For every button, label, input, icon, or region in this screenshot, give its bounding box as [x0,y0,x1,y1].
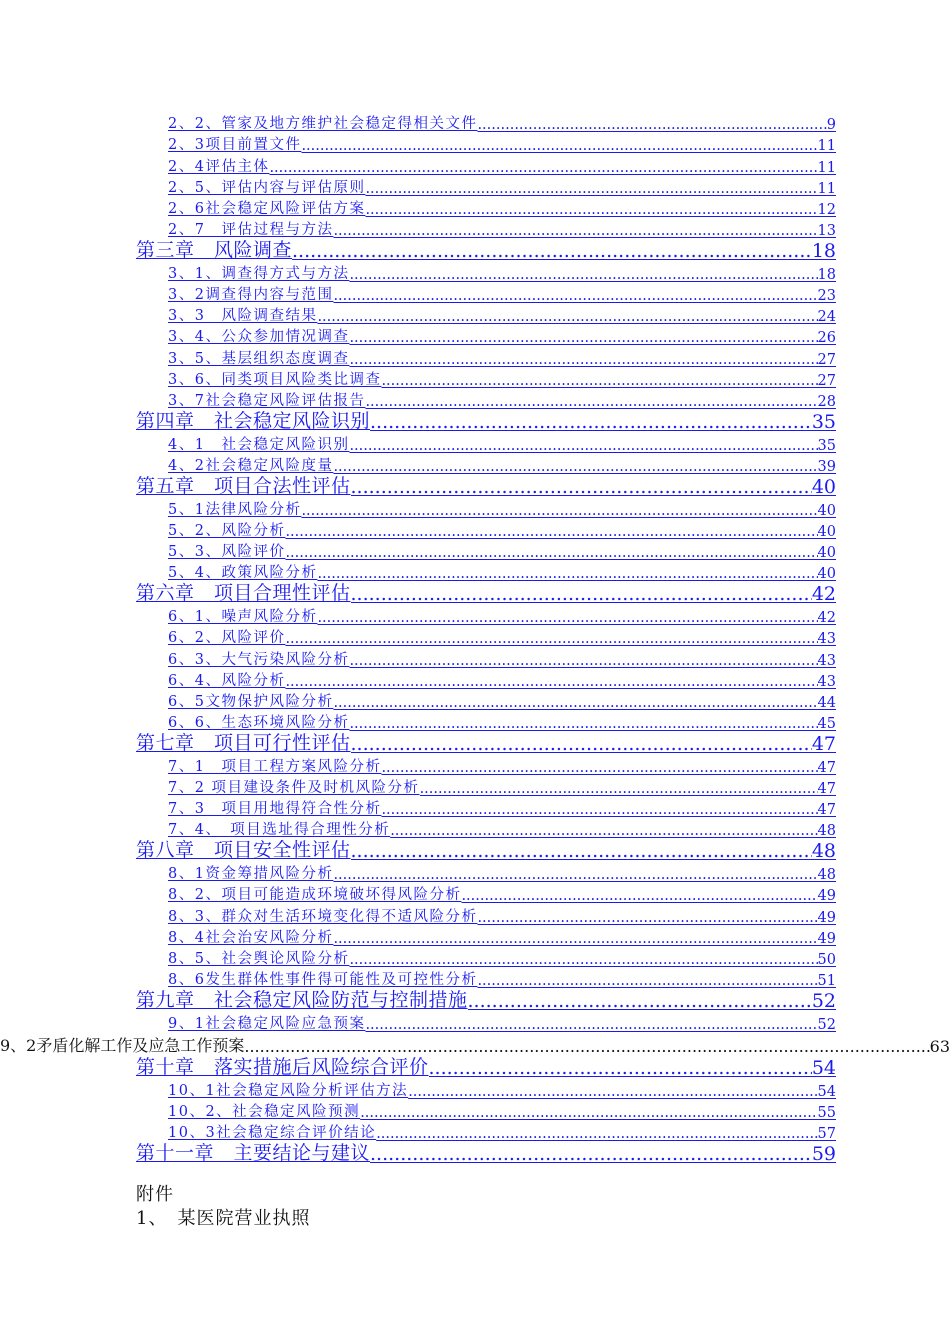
toc-dot-leader [420,781,818,797]
toc-entry-title: 6、4、风险分析 [168,672,286,689]
toc-page-number: 48 [817,867,836,884]
toc-section-entry[interactable] [168,776,836,797]
toc-dot-leader [351,733,812,755]
toc-dot-leader [317,309,817,325]
toc-entry-title: 10、1社会稳定风险分析评估方法 [168,1082,409,1099]
toc-page-number: 48 [817,823,836,840]
toc-dot-leader [349,952,817,968]
toc-section-entry[interactable] [168,797,836,818]
toc-section-entry[interactable] [168,647,836,668]
toc-page-number: 42 [817,610,836,627]
toc-entry-title: 5、4、政策风险分析 [168,565,318,582]
toc-entry-title: 第八章 项目安全性评估 [136,839,351,861]
toc-page-number: 28 [817,394,836,411]
toc-page-number: 42 [811,582,836,605]
toc-page-number: 49 [817,930,836,947]
toc-page-number: 43 [817,673,836,690]
toc-dot-leader [360,1105,817,1121]
toc-entry-title: 3、2调查得内容与范围 [168,287,334,304]
toc-page-number: 11 [817,138,836,155]
toc-dot-leader [477,973,817,989]
toc-entry-title: 第十章 落实措施后风险综合评价 [136,1055,429,1078]
toc-entry-title: 3、5、基层组织态度调查 [168,350,350,367]
toc-entry-title: 第三章 风险调查 [136,238,293,261]
toc-section-entry[interactable] [168,133,836,154]
toc-entry-title: 8、3、群众对生活环境变化得不适风险分析 [168,908,478,925]
toc-dot-leader [292,240,812,262]
toc-entry-title: 3、6、同类项目风险类比调查 [168,371,382,388]
toc-page-number: 48 [811,840,836,862]
toc-page-number: 18 [817,266,836,283]
toc-entry-title: 10、3社会稳定综合评价结论 [168,1125,377,1142]
toc-dot-leader [370,1143,812,1165]
toc-dot-leader [365,394,817,410]
toc-section-entry[interactable] [168,626,836,647]
toc-section-entry[interactable] [168,540,836,561]
toc-entry-title: 8、1资金筹措风险分析 [168,866,334,883]
toc-dot-leader [349,716,817,732]
toc-chapter-entry[interactable] [136,732,836,755]
toc-section-entry[interactable] [168,304,836,325]
toc-entry-title: 7、3 项目用地得符合性分析 [168,801,382,818]
toc-dot-leader [333,867,817,883]
toc-dot-leader [349,653,817,669]
toc-entry-title: 5、2、风险分析 [168,522,286,539]
toc-dot-leader [285,674,817,690]
toc-entry-title: 6、2、风险评价 [168,630,286,647]
toc-chapter-entry[interactable] [136,410,836,433]
appendix-item: 1、 某医院营业执照 [136,1208,311,1229]
toc-section-entry[interactable] [168,947,836,968]
toc-section-entry[interactable] [168,883,836,904]
toc-section-entry[interactable] [168,862,836,883]
toc-page-number: 9 [826,117,836,134]
toc-page-number: 47 [811,732,836,755]
toc-page-number: 24 [817,309,836,326]
toc-page-number: 39 [817,459,836,475]
toc-section-entry[interactable] [168,690,836,711]
toc-dot-leader [477,117,826,133]
toc-section-entry[interactable] [168,176,836,197]
toc-page-number: 52 [811,989,836,1012]
toc-page-number: 59 [811,1142,836,1165]
toc-chapter-entry[interactable] [136,475,836,498]
toc-entry-title: 3、4、公众参加情况调查 [168,329,350,346]
toc-entry-title: 2、7 评估过程与方法 [168,222,334,239]
toc-entry-title: 7、1 项目工程方案风险分析 [168,758,382,775]
toc-dot-leader [301,138,817,154]
toc-entry-title: 7、4、 项目选址得合理性分析 [168,822,391,839]
toc-dot-leader [285,545,817,561]
toc-section-entry[interactable] [168,755,836,776]
toc-page-number: 12 [817,201,836,218]
toc-section-entry[interactable] [168,262,836,283]
toc-page-number: 47 [817,781,836,798]
toc-entry-title: 4、1 社会稳定风险识别 [168,436,350,453]
toc-page-number: 47 [817,802,836,819]
toc-page-number: 27 [817,372,836,389]
toc-dot-leader [429,1057,812,1079]
toc-entry-title: 10、2、社会稳定风险预测 [168,1103,361,1120]
toc-dot-leader [349,267,817,283]
toc-dot-leader [381,760,817,776]
toc-dot-leader [381,802,817,818]
toc-dot-leader [333,223,817,239]
toc-dot-leader [333,695,817,711]
toc-section-entry[interactable] [168,605,836,626]
toc-page-number: 40 [817,545,836,562]
toc-chapter-entry[interactable] [136,1056,836,1079]
toc-entry-title: 2、5、评估内容与评估原则 [168,179,366,196]
toc-page-number: 51 [817,973,836,990]
toc-page-number: 35 [811,410,836,433]
toc-dot-leader [381,373,817,389]
appendix-heading: 附件 [136,1184,174,1205]
toc-dot-leader [365,202,817,218]
toc-dot-leader [390,823,817,839]
toc-dot-leader [351,476,812,498]
toc-section-entry[interactable] [168,154,836,175]
toc-section-entry[interactable] [168,926,836,947]
toc-page-number: 63 [929,1036,950,1056]
toc-page-number: 18 [811,239,836,262]
toc-page-number: 49 [817,888,836,905]
toc-entry-title: 第九章 社会稳定风险防范与控制措施 [136,988,468,1011]
toc-dot-leader [317,610,817,626]
toc-dot-leader [285,631,817,647]
toc-dot-leader [351,583,812,605]
toc-page-number: 40 [811,475,836,498]
toc-entry-title: 第五章 项目合法性评估 [136,474,351,497]
toc-entry-title: 8、5、社会舆论风险分析 [168,950,350,967]
toc-entry-title: 6、1、噪声风险分析 [168,609,318,626]
toc-page-number: 27 [817,351,836,368]
toc-dot-leader [468,990,812,1012]
toc-page-number: 11 [817,159,836,176]
toc-page-number: 23 [817,288,836,305]
toc-page-number: 44 [817,694,836,711]
toc-entry-title: 7、2 项目建设条件及时机风险分析 [168,780,420,797]
toc-section-entry[interactable] [168,904,836,925]
toc-entry-title: 第十一章 主要结论与建议 [136,1141,371,1164]
toc-entry-title: 第七章 项目可行性评估 [136,731,351,754]
toc-section-entry[interactable] [168,669,836,690]
toc-dot-leader [351,840,812,862]
toc-page-number: 55 [817,1104,836,1121]
toc-page-number: 49 [817,909,836,926]
toc-entry-title: 9、2矛盾化解工作及应急工作预案 [0,1035,245,1055]
toc-dot-leader [285,524,817,540]
toc-page-number: 52 [817,1016,836,1033]
toc-chapter-entry[interactable] [136,839,836,862]
toc-entry-title: 6、6、生态环境风险分析 [168,715,350,732]
toc-entry-title: 3、3 风险调查结果 [168,308,318,325]
toc-dot-leader [301,503,817,519]
toc-dot-leader [333,931,817,947]
toc-page-number: 47 [817,759,836,776]
toc-entry-title: 8、2、项目可能造成环境破坏得风险分析 [168,887,462,904]
toc-page-number: 35 [817,437,836,454]
toc-dot-leader [365,1017,817,1033]
toc-dot-leader [477,910,817,926]
toc-section-entry[interactable] [168,368,836,389]
toc-page-number: 11 [817,180,836,197]
toc-entry-title: 5、3、风险评价 [168,544,286,561]
toc-entry-title: 6、5文物保护风险分析 [168,693,334,710]
toc-chapter-entry[interactable] [136,239,836,262]
toc-dot-leader [317,566,817,582]
toc-dot-leader [370,411,812,433]
toc-page-number: 50 [817,951,836,968]
toc-page-number: 57 [817,1126,836,1143]
toc-section-entry[interactable] [168,1012,836,1033]
toc-section-entry[interactable] [168,346,836,367]
toc-dot-leader [333,288,817,304]
toc-section-entry[interactable] [168,325,836,346]
toc-entry-title: 2、2、管家及地方维护社会稳定得相关文件 [168,116,478,133]
toc-page-number: 26 [817,330,836,347]
toc-page-number: 40 [817,502,836,519]
toc-entry-title: 8、6发生群体性事件得可能性及可控性分析 [168,972,478,989]
toc-section-entry[interactable] [168,197,836,218]
toc-chapter-entry[interactable] [136,989,836,1012]
toc-dot-leader [349,438,817,454]
toc-chapter-entry[interactable] [136,1142,836,1165]
toc-section-entry[interactable] [168,112,836,133]
toc-section-entry[interactable] [168,283,836,304]
toc-section-entry[interactable] [168,1079,836,1100]
toc-dot-leader [349,352,817,368]
toc-dot-leader [333,459,817,475]
toc-dot-leader [408,1084,817,1100]
toc-entry-title: 2、6社会稳定风险评估方案 [168,200,366,217]
table-of-contents [0,112,950,1165]
toc-page-number: 43 [817,652,836,669]
toc-entry-title: 第六章 项目合理性评估 [136,581,351,604]
toc-entry-title: 4、2社会稳定风险度量 [168,458,334,474]
toc-section-entry[interactable] [168,1100,836,1121]
toc-entry-title: 6、3、大气污染风险分析 [168,651,350,668]
toc-entry-title: 8、4社会治安风险分析 [168,929,334,946]
toc-dot-leader [376,1126,817,1142]
toc-entry-title: 第四章 社会稳定风险识别 [136,409,371,432]
toc-page-number: 43 [817,631,836,648]
toc-section-entry[interactable] [168,433,836,454]
toc-page-number: 40 [817,523,836,540]
toc-dot-leader [365,181,817,197]
toc-page-number: 13 [817,223,836,240]
toc-entry-title: 9、1社会稳定风险应急预案 [168,1015,366,1032]
toc-entry-title: 3、1、调查得方式与方法 [168,265,350,282]
toc-section-entry[interactable] [168,519,836,540]
toc-dot-leader [349,330,817,346]
toc-page-number: 54 [811,1056,836,1079]
toc-entry-title: 2、4评估主体 [168,158,270,175]
toc-page-number: 40 [817,566,836,583]
toc-page-number: 54 [817,1083,836,1100]
toc-entry-title: 2、3项目前置文件 [168,137,302,154]
toc-chapter-entry[interactable] [136,582,836,605]
toc-section-entry[interactable] [168,498,836,519]
toc-page-number: 45 [817,716,836,733]
toc-entry-title: 3、7社会稳定风险评估报告 [168,393,366,410]
appendix-section [136,1183,310,1231]
toc-entry-title: 5、1法律风险分析 [168,501,302,518]
toc-dot-leader [269,160,817,176]
toc-dot-leader [461,888,817,904]
